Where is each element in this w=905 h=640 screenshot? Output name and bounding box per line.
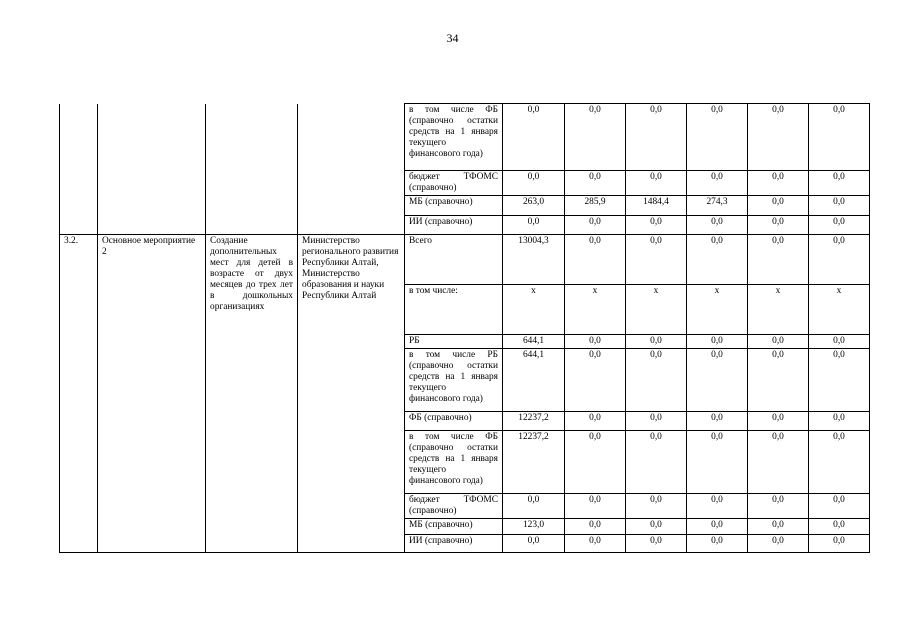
empty-cell: [206, 196, 298, 216]
value-cell: 123,0: [503, 519, 565, 535]
value-cell: 0,0: [565, 104, 626, 171]
value-cell: 0,0: [503, 535, 565, 553]
empty-cell: [298, 104, 405, 171]
value-cell: x: [748, 285, 809, 335]
value-cell: 0,0: [809, 235, 870, 285]
value-cell: 0,0: [687, 104, 748, 171]
value-cell: 0,0: [687, 412, 748, 431]
funding-source-cell: ИИ (справочно): [405, 216, 503, 235]
value-cell: 1484,4: [626, 196, 687, 216]
value-cell: 0,0: [809, 335, 870, 349]
value-cell: 0,0: [626, 535, 687, 553]
value-cell: 0,0: [626, 235, 687, 285]
value-cell: 0,0: [626, 335, 687, 349]
empty-cell: [60, 171, 98, 196]
funding-table: [59, 103, 870, 553]
value-cell: 0,0: [748, 235, 809, 285]
value-cell: 0,0: [626, 519, 687, 535]
value-cell: 0,0: [687, 235, 748, 285]
value-cell: 263,0: [503, 196, 565, 216]
value-cell: 274,3: [687, 196, 748, 216]
value-cell: 0,0: [687, 431, 748, 494]
event-responsible-cell: Министерство регионального развития Республики Алтай, Министерство образования и науки Республики Алтай: [298, 235, 405, 553]
value-cell: 0,0: [565, 519, 626, 535]
funding-source-cell: бюджет ТФОМС (справочно): [405, 171, 503, 196]
value-cell: 12237,2: [503, 412, 565, 431]
value-cell: 0,0: [626, 171, 687, 196]
table-row: [60, 171, 870, 196]
value-cell: 0,0: [809, 412, 870, 431]
value-cell: 0,0: [503, 494, 565, 519]
value-cell: 0,0: [809, 216, 870, 235]
empty-cell: [98, 196, 206, 216]
value-cell: 0,0: [565, 431, 626, 494]
value-cell: 0,0: [748, 335, 809, 349]
table-row: [60, 196, 870, 216]
value-cell: 0,0: [626, 494, 687, 519]
value-cell: 0,0: [503, 104, 565, 171]
empty-cell: [98, 216, 206, 235]
empty-cell: [298, 196, 405, 216]
event-number-cell: 3.2.: [60, 235, 98, 553]
empty-cell: [98, 171, 206, 196]
empty-cell: [206, 171, 298, 196]
value-cell: 0,0: [626, 349, 687, 412]
funding-source-cell: Всего: [405, 235, 503, 285]
value-cell: 0,0: [503, 171, 565, 196]
value-cell: 0,0: [748, 494, 809, 519]
value-cell: 0,0: [687, 494, 748, 519]
value-cell: 0,0: [626, 216, 687, 235]
value-cell: 0,0: [809, 431, 870, 494]
empty-cell: [206, 216, 298, 235]
value-cell: 0,0: [565, 216, 626, 235]
value-cell: 0,0: [687, 349, 748, 412]
value-cell: 0,0: [565, 335, 626, 349]
empty-cell: [298, 216, 405, 235]
funding-source-cell: в том числе ФБ (справочно остатки средств на 1 января текущего финансового года): [405, 431, 503, 494]
value-cell: 0,0: [748, 535, 809, 553]
funding-table-body: [60, 104, 870, 553]
funding-source-cell: в том числе РБ (справочно остатки средств на 1 января текущего финансового года): [405, 349, 503, 412]
value-cell: 0,0: [687, 216, 748, 235]
funding-source-cell: МБ (справочно): [405, 196, 503, 216]
funding-source-cell: ИИ (справочно): [405, 535, 503, 553]
funding-source-cell: МБ (справочно): [405, 519, 503, 535]
value-cell: 0,0: [565, 235, 626, 285]
funding-source-cell: в том числе:: [405, 285, 503, 335]
table-row: [60, 216, 870, 235]
value-cell: 0,0: [809, 196, 870, 216]
table-row: [60, 235, 870, 285]
value-cell: 0,0: [687, 535, 748, 553]
value-cell: 0,0: [565, 494, 626, 519]
table-row: [60, 104, 870, 171]
value-cell: 0,0: [565, 412, 626, 431]
value-cell: 0,0: [809, 535, 870, 553]
value-cell: 0,0: [565, 171, 626, 196]
value-cell: 0,0: [748, 349, 809, 412]
value-cell: 0,0: [809, 494, 870, 519]
value-cell: x: [503, 285, 565, 335]
value-cell: 12237,2: [503, 431, 565, 494]
empty-cell: [60, 216, 98, 235]
funding-source-cell: ФБ (справочно): [405, 412, 503, 431]
value-cell: 0,0: [626, 412, 687, 431]
value-cell: 0,0: [748, 412, 809, 431]
event-name-cell: Основное мероприятие 2: [98, 235, 206, 553]
value-cell: 0,0: [626, 431, 687, 494]
value-cell: 0,0: [626, 104, 687, 171]
value-cell: 13004,3: [503, 235, 565, 285]
value-cell: 0,0: [809, 349, 870, 412]
value-cell: 0,0: [809, 104, 870, 171]
value-cell: 285,9: [565, 196, 626, 216]
page-number: 34: [446, 31, 459, 45]
empty-cell: [60, 104, 98, 171]
value-cell: 0,0: [687, 519, 748, 535]
funding-source-cell: бюджет ТФОМС (справочно): [405, 494, 503, 519]
value-cell: 0,0: [748, 216, 809, 235]
funding-source-cell: РБ: [405, 335, 503, 349]
event-description-cell: Создание дополнительных мест для детей в возрасте от двух месяцев до трех лет в дошкольных организациях: [206, 235, 298, 553]
value-cell: 644,1: [503, 349, 565, 412]
value-cell: 0,0: [687, 335, 748, 349]
value-cell: 0,0: [687, 171, 748, 196]
value-cell: 0,0: [748, 196, 809, 216]
empty-cell: [206, 104, 298, 171]
value-cell: 0,0: [565, 535, 626, 553]
value-cell: x: [565, 285, 626, 335]
value-cell: 0,0: [748, 104, 809, 171]
value-cell: 0,0: [748, 519, 809, 535]
empty-cell: [298, 171, 405, 196]
value-cell: 0,0: [565, 349, 626, 412]
value-cell: x: [809, 285, 870, 335]
funding-source-cell: в том числе ФБ (справочно остатки средств на 1 января текущего финансового года): [405, 104, 503, 171]
value-cell: 0,0: [503, 216, 565, 235]
value-cell: x: [687, 285, 748, 335]
value-cell: 0,0: [748, 171, 809, 196]
empty-cell: [60, 196, 98, 216]
value-cell: 0,0: [809, 519, 870, 535]
value-cell: x: [626, 285, 687, 335]
value-cell: 0,0: [809, 171, 870, 196]
value-cell: 644,1: [503, 335, 565, 349]
empty-cell: [98, 104, 206, 171]
value-cell: 0,0: [748, 431, 809, 494]
